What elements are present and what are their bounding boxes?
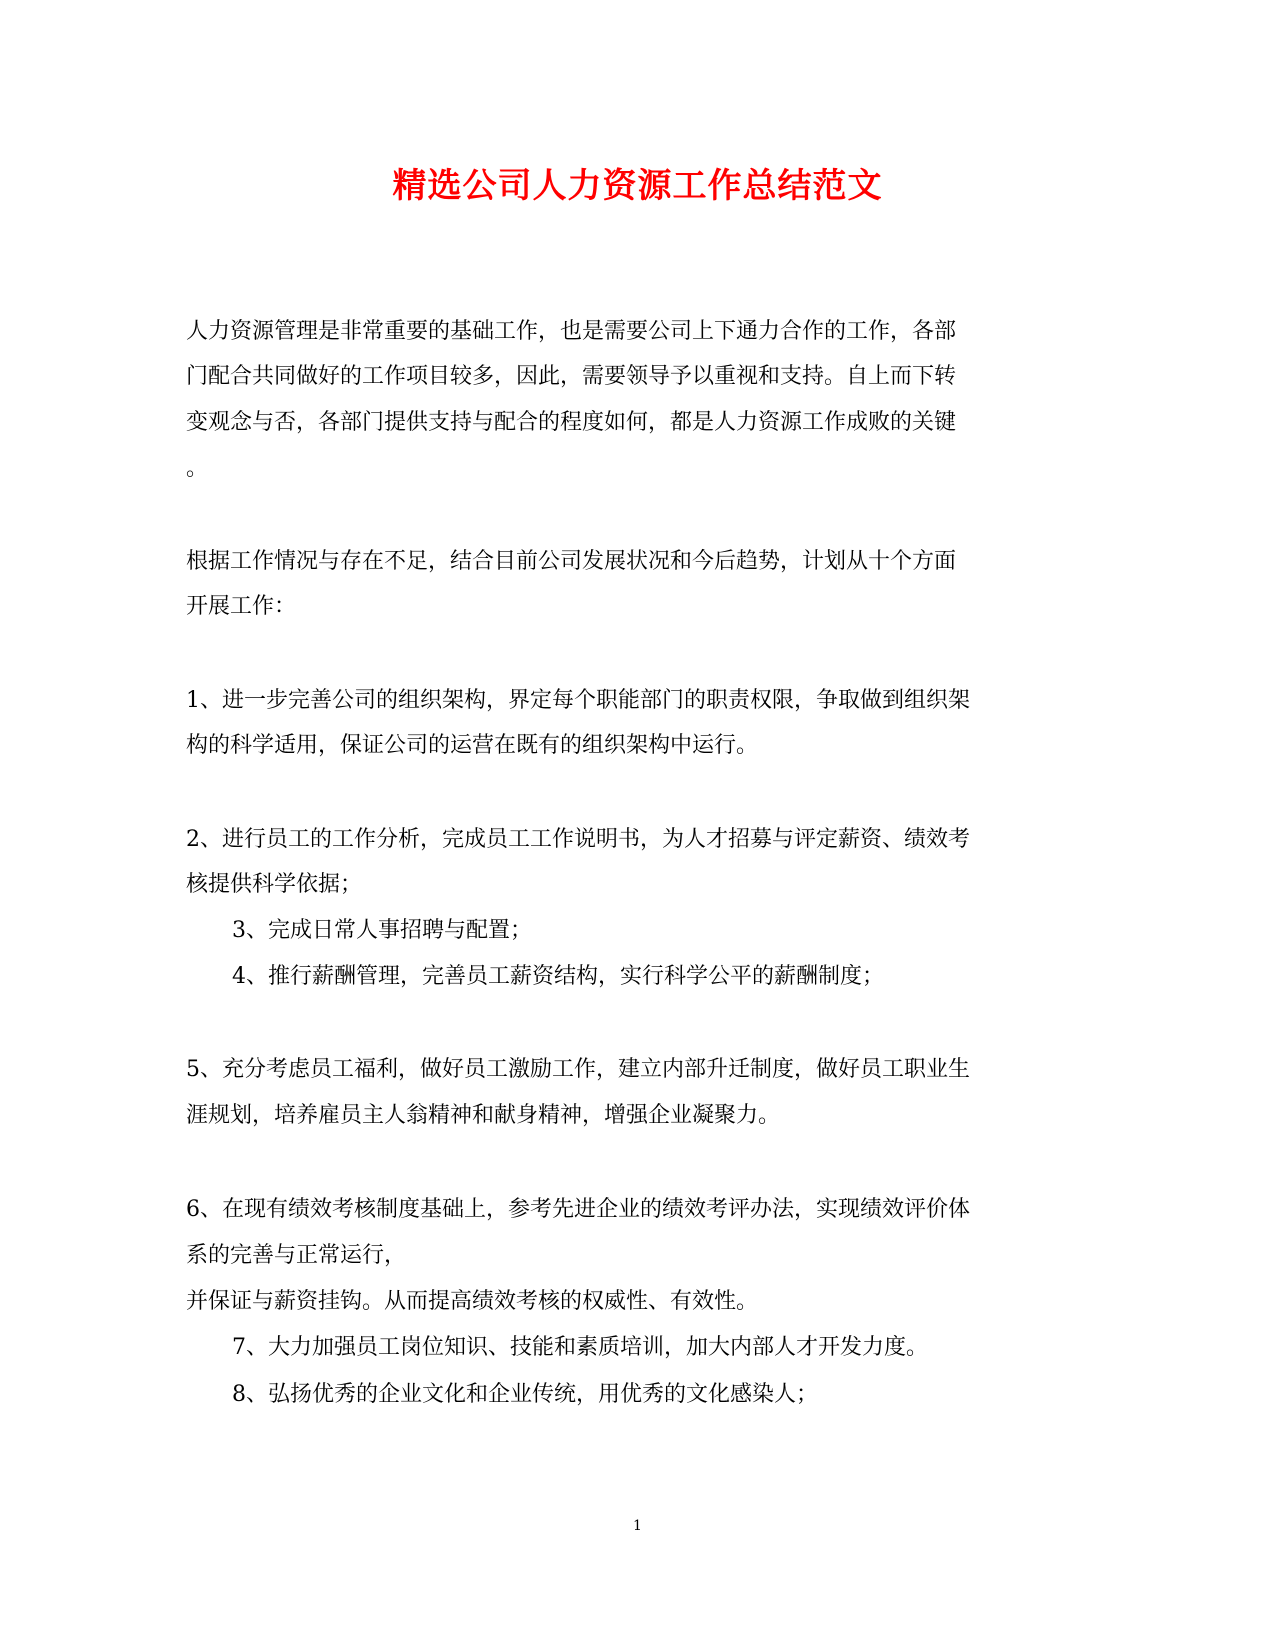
- paragraph-line: 变观念与否，各部门提供支持与配合的程度如何，都是人力资源工作成败的关键: [186, 410, 957, 435]
- list-item-line: 7、大力加强员工岗位知识、技能和素质培训，加大内部人才开发力度。: [232, 1335, 928, 1360]
- list-item-line: 8、弘扬优秀的企业文化和企业传统，用优秀的文化感染人；: [232, 1382, 818, 1407]
- list-item-line: 6、在现有绩效考核制度基础上，参考先进企业的绩效考评办法，实现绩效评价体: [186, 1197, 970, 1222]
- list-item-line: 2、进行员工的工作分析，完成员工工作说明书，为人才招募与评定薪资、绩效考: [186, 827, 970, 852]
- page-title: 精选公司人力资源工作总结范文: [392, 166, 883, 206]
- page-number: 1: [633, 1518, 642, 1534]
- list-item-line: 4、推行薪酬管理，完善员工薪资结构，实行科学公平的薪酬制度；: [232, 964, 884, 989]
- paragraph-line: 开展工作：: [186, 594, 297, 619]
- list-item-line: 3、完成日常人事招聘与配置；: [232, 918, 532, 943]
- list-item-line: 1、进一步完善公司的组织架构，界定每个职能部门的职责权限，争取做到组织架: [186, 688, 970, 713]
- list-item-line: 构的科学适用，保证公司的运营在既有的组织架构中运行。: [186, 733, 759, 758]
- list-item-line: 涯规划，培养雇员主人翁精神和献身精神，增强企业凝聚力。: [186, 1103, 781, 1128]
- list-item-line: 5、充分考虑员工福利，做好员工激励工作，建立内部升迁制度，做好员工职业生: [186, 1057, 970, 1082]
- paragraph-line: 根据工作情况与存在不足，结合目前公司发展状况和今后趋势，计划从十个方面: [186, 549, 957, 574]
- list-item-line: 核提供科学依据；: [186, 872, 363, 897]
- paragraph-line: 。: [186, 456, 209, 481]
- paragraph-line: 门配合共同做好的工作项目较多，因此，需要领导予以重视和支持。自上而下转: [186, 364, 957, 389]
- list-item-line: 并保证与薪资挂钩。从而提高绩效考核的权威性、有效性。: [186, 1289, 759, 1314]
- paragraph-line: 人力资源管理是非常重要的基础工作，也是需要公司上下通力合作的工作，各部: [186, 319, 957, 344]
- list-item-line: 系的完善与正常运行，: [186, 1243, 407, 1268]
